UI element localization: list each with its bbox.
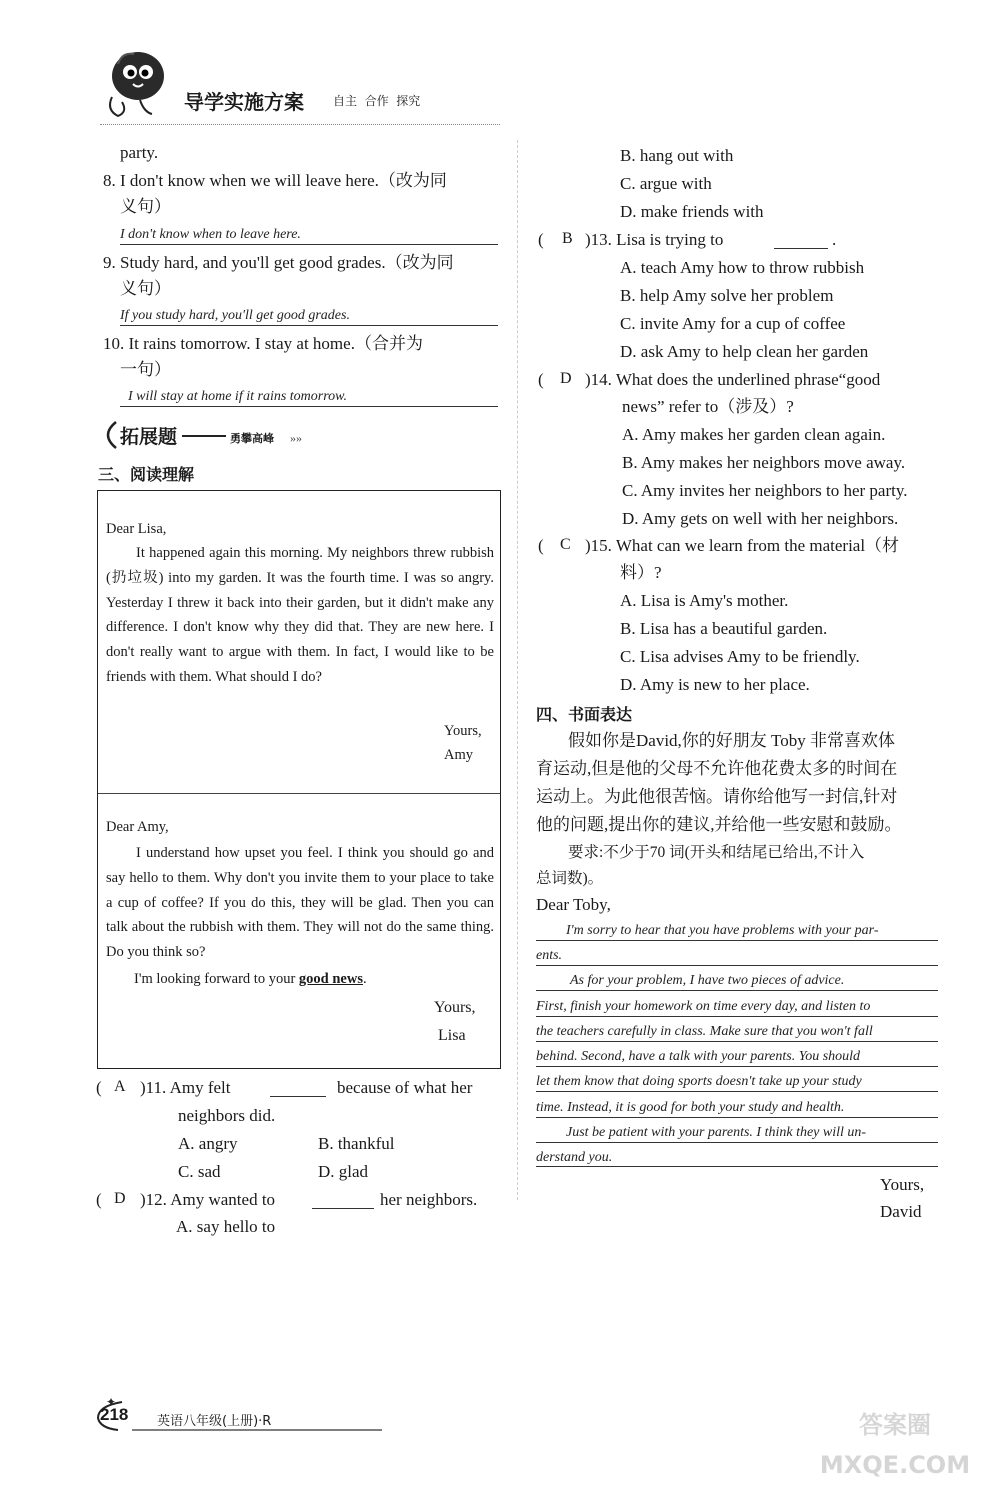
column-divider	[517, 140, 518, 1200]
letter2-good-news-line	[134, 971, 367, 988]
q12-option-b: B. hang out with	[620, 146, 734, 165]
q15-option-d: D. Amy is new to her place.	[620, 675, 810, 694]
q13-option-d: D. ask Amy to help clean her garden	[620, 342, 869, 361]
essay-underline-8	[536, 1117, 938, 1118]
q8-stem-b: 义句）	[120, 197, 171, 216]
q8-stem: 8. I don't know when we will leave here.（改为同	[103, 171, 447, 190]
q9-answer-line	[120, 325, 498, 326]
essay-line-6: behind. Second, have a talk with your parents. You should	[536, 1049, 861, 1064]
watermark	[800, 1405, 995, 1499]
q10-answer: I will stay at home if it rains tomorrow.	[128, 389, 347, 404]
q10-answer-line	[120, 406, 498, 407]
q14-option-d: D. Amy gets on well with her neighbors.	[622, 509, 899, 528]
letter-greeting: Dear Toby,	[536, 895, 611, 914]
letter-divider	[98, 793, 500, 794]
extension-title: 拓展题	[120, 426, 178, 448]
letter2-name: Lisa	[438, 1027, 466, 1044]
essay-underline-6	[536, 1066, 938, 1067]
q8-answer: I don't know when to leave here.	[120, 227, 301, 242]
essay-underline-1	[536, 940, 938, 941]
q10-stem: 10. It rains tomorrow. I stay at home.（合并为	[103, 334, 423, 353]
q12-stem-a: )12. Amy wanted to	[140, 1190, 276, 1209]
essay-underline-7	[536, 1091, 938, 1092]
writing-requirement-line-2: 总词数)。	[536, 870, 604, 887]
svg-text:»»: »»	[290, 431, 302, 445]
watermark-text: 答案圈 MXQE.COM	[819, 1411, 971, 1479]
letter2-greeting: Dear Amy,	[106, 819, 169, 835]
q13-stem: )13. Lisa is trying to	[585, 230, 724, 249]
essay-line-7: let them know that doing sports doesn't take up your study	[536, 1074, 862, 1089]
q10-stem-b: 一句）	[120, 360, 171, 379]
q14-option-b: B. Amy makes her neighbors move away.	[622, 453, 906, 472]
q14-stem-a: )14. What does the underlined phrase“good	[585, 370, 881, 389]
essay-line-5: the teachers carefully in class. Make sure that you won't fall	[536, 1024, 873, 1039]
q12-answer: D	[114, 1190, 126, 1207]
q15-stem-b: 料）?	[620, 563, 662, 582]
writing-requirement-line-1: 要求:不少于70 词(开头和结尾已给出,不计入	[568, 844, 865, 861]
reading-box	[97, 490, 501, 1069]
letter2-body: I understand how upset you feel. I think you should go and say hello to them. Why don't you invite them to your place to take a cup of coffee? If you do this, they will be glad. Then you can talk about the rubbish with them. They will not do the same thing. Do you think so?	[106, 845, 494, 961]
essay-underline-2	[536, 965, 938, 966]
header-rule	[100, 124, 500, 125]
q9-stem: 9. Study hard, and you'll get good grades.（改为同	[103, 253, 454, 272]
q13-paren-open: (	[538, 230, 544, 249]
party-continuation: party.	[120, 143, 159, 162]
essay-underline-5	[536, 1041, 938, 1042]
svg-text:✦: ✦	[106, 1396, 117, 1409]
essay-line-10: derstand you.	[536, 1150, 613, 1165]
q15-option-a: A. Lisa is Amy's mother.	[620, 591, 789, 610]
q11-option-b: B. thankful	[318, 1134, 395, 1153]
q14-stem-b: news” refer to（涉及）?	[622, 397, 794, 416]
writing-prompt-line-2: 育运动,但是他的父母不允许他花费太多的时间在	[536, 759, 898, 778]
q15-paren-open: (	[538, 536, 544, 555]
header-subtitle: 自主 合作 探究	[333, 94, 421, 108]
q14-option-c: C. Amy invites her neighbors to her party.	[622, 481, 908, 500]
q11-stem-b: because of what her	[337, 1078, 473, 1097]
q15-option-c: C. Lisa advises Amy to be friendly.	[620, 647, 860, 666]
essay-underline-4	[536, 1016, 938, 1017]
essay-underline-10	[536, 1166, 938, 1167]
q15-answer: C	[560, 536, 571, 553]
q12-option-c: C. argue with	[620, 174, 712, 193]
writing-prompt-line-1: 假如你是David,你的好朋友 Toby 非常喜欢体	[568, 731, 895, 750]
q9-stem-b: 义句）	[120, 279, 171, 298]
section-writing-title: 四、书面表达	[536, 705, 633, 724]
q11-option-c: C. sad	[178, 1162, 221, 1181]
header-title: 导学实施方案	[184, 90, 304, 114]
q11-stem-c: neighbors did.	[178, 1106, 276, 1125]
essay-line-1: I'm sorry to hear that you have problems with your par-	[566, 923, 879, 938]
q12-option-d: D. make friends with	[620, 202, 764, 221]
writing-prompt-line-4: 他的问题,提出你的建议,并给他一些安慰和鼓励。	[536, 815, 902, 834]
q9-answer: If you study hard, you'll get good grades.	[120, 308, 350, 323]
letter1-body: It happened again this morning. My neighbors threw rubbish (扔垃圾) into my garden. It was the fourth time. I was so angry. Yesterday I threw it back into their garden, but it didn't make any difference. I don't know why they did that. They are new here. I don't really want to argue with them. In fact, I would like to be friends with them. What should I do?	[106, 545, 494, 685]
q11-stem-a: )11. Amy felt	[140, 1078, 231, 1097]
q11-option-d: D. glad	[318, 1162, 369, 1181]
essay-line-8: time. Instead, it is good for both your study and health.	[536, 1100, 845, 1115]
q13-option-b: B. help Amy solve her problem	[620, 286, 834, 305]
writing-prompt-line-3: 运动上。为此他很苦恼。请你给他写一封信,针对	[536, 787, 898, 806]
q14-answer: D	[560, 370, 572, 387]
letter2-line-post: .	[362, 971, 367, 987]
q13-option-c: C. invite Amy for a cup of coffee	[620, 314, 846, 333]
good-news-phrase: good news	[298, 971, 363, 987]
essay-line-4: First, finish your homework on time every day, and listen to	[536, 999, 871, 1014]
q11-option-a: A. angry	[178, 1134, 238, 1153]
q13-option-a: A. teach Amy how to throw rubbish	[620, 258, 865, 277]
essay-line-9: Just be patient with your parents. I think they will un-	[566, 1125, 867, 1140]
mascot-owl-icon	[100, 42, 170, 122]
q15-stem-a: )15. What can we learn from the material（材	[585, 536, 900, 555]
q11-answer: A	[114, 1078, 126, 1095]
q15-option-b: B. Lisa has a beautiful garden.	[620, 619, 828, 638]
page-number: 218	[100, 1405, 129, 1424]
q12-option-a: A. say hello to	[176, 1217, 276, 1236]
essay-underline-3	[536, 990, 938, 991]
q14-paren-open: (	[538, 370, 544, 389]
q13-stem-end: .	[832, 230, 837, 249]
extension-subtitle: 勇攀高峰	[230, 432, 274, 445]
q12-paren-open: (	[96, 1190, 102, 1209]
q14-option-a: A. Amy makes her garden clean again.	[622, 425, 886, 444]
q11-paren-open: (	[96, 1078, 102, 1097]
section-reading-title: 三、阅读理解	[98, 465, 195, 484]
q11-blank	[270, 1096, 326, 1097]
letter-closing: Yours,	[880, 1175, 925, 1194]
q13-blank	[774, 248, 828, 249]
essay-line-2: ents.	[536, 948, 563, 963]
letter1-closing: Yours,	[444, 723, 482, 739]
letter-signature: David	[880, 1202, 922, 1221]
q12-blank	[312, 1208, 374, 1209]
letter2-line-pre: I'm looking forward to your	[134, 971, 299, 987]
essay-underline-9	[536, 1142, 938, 1143]
letter2-closing: Yours,	[434, 999, 476, 1016]
q12-stem-b: her neighbors.	[380, 1190, 478, 1209]
letter1-name: Amy	[444, 747, 473, 763]
essay-line-3: As for your problem, I have two pieces of advice.	[570, 973, 845, 988]
letter1-greeting: Dear Lisa,	[106, 521, 167, 537]
q13-answer: B	[562, 230, 573, 247]
q8-answer-line	[120, 244, 498, 245]
book-title: 英语八年级(上册)·R	[157, 1414, 272, 1429]
